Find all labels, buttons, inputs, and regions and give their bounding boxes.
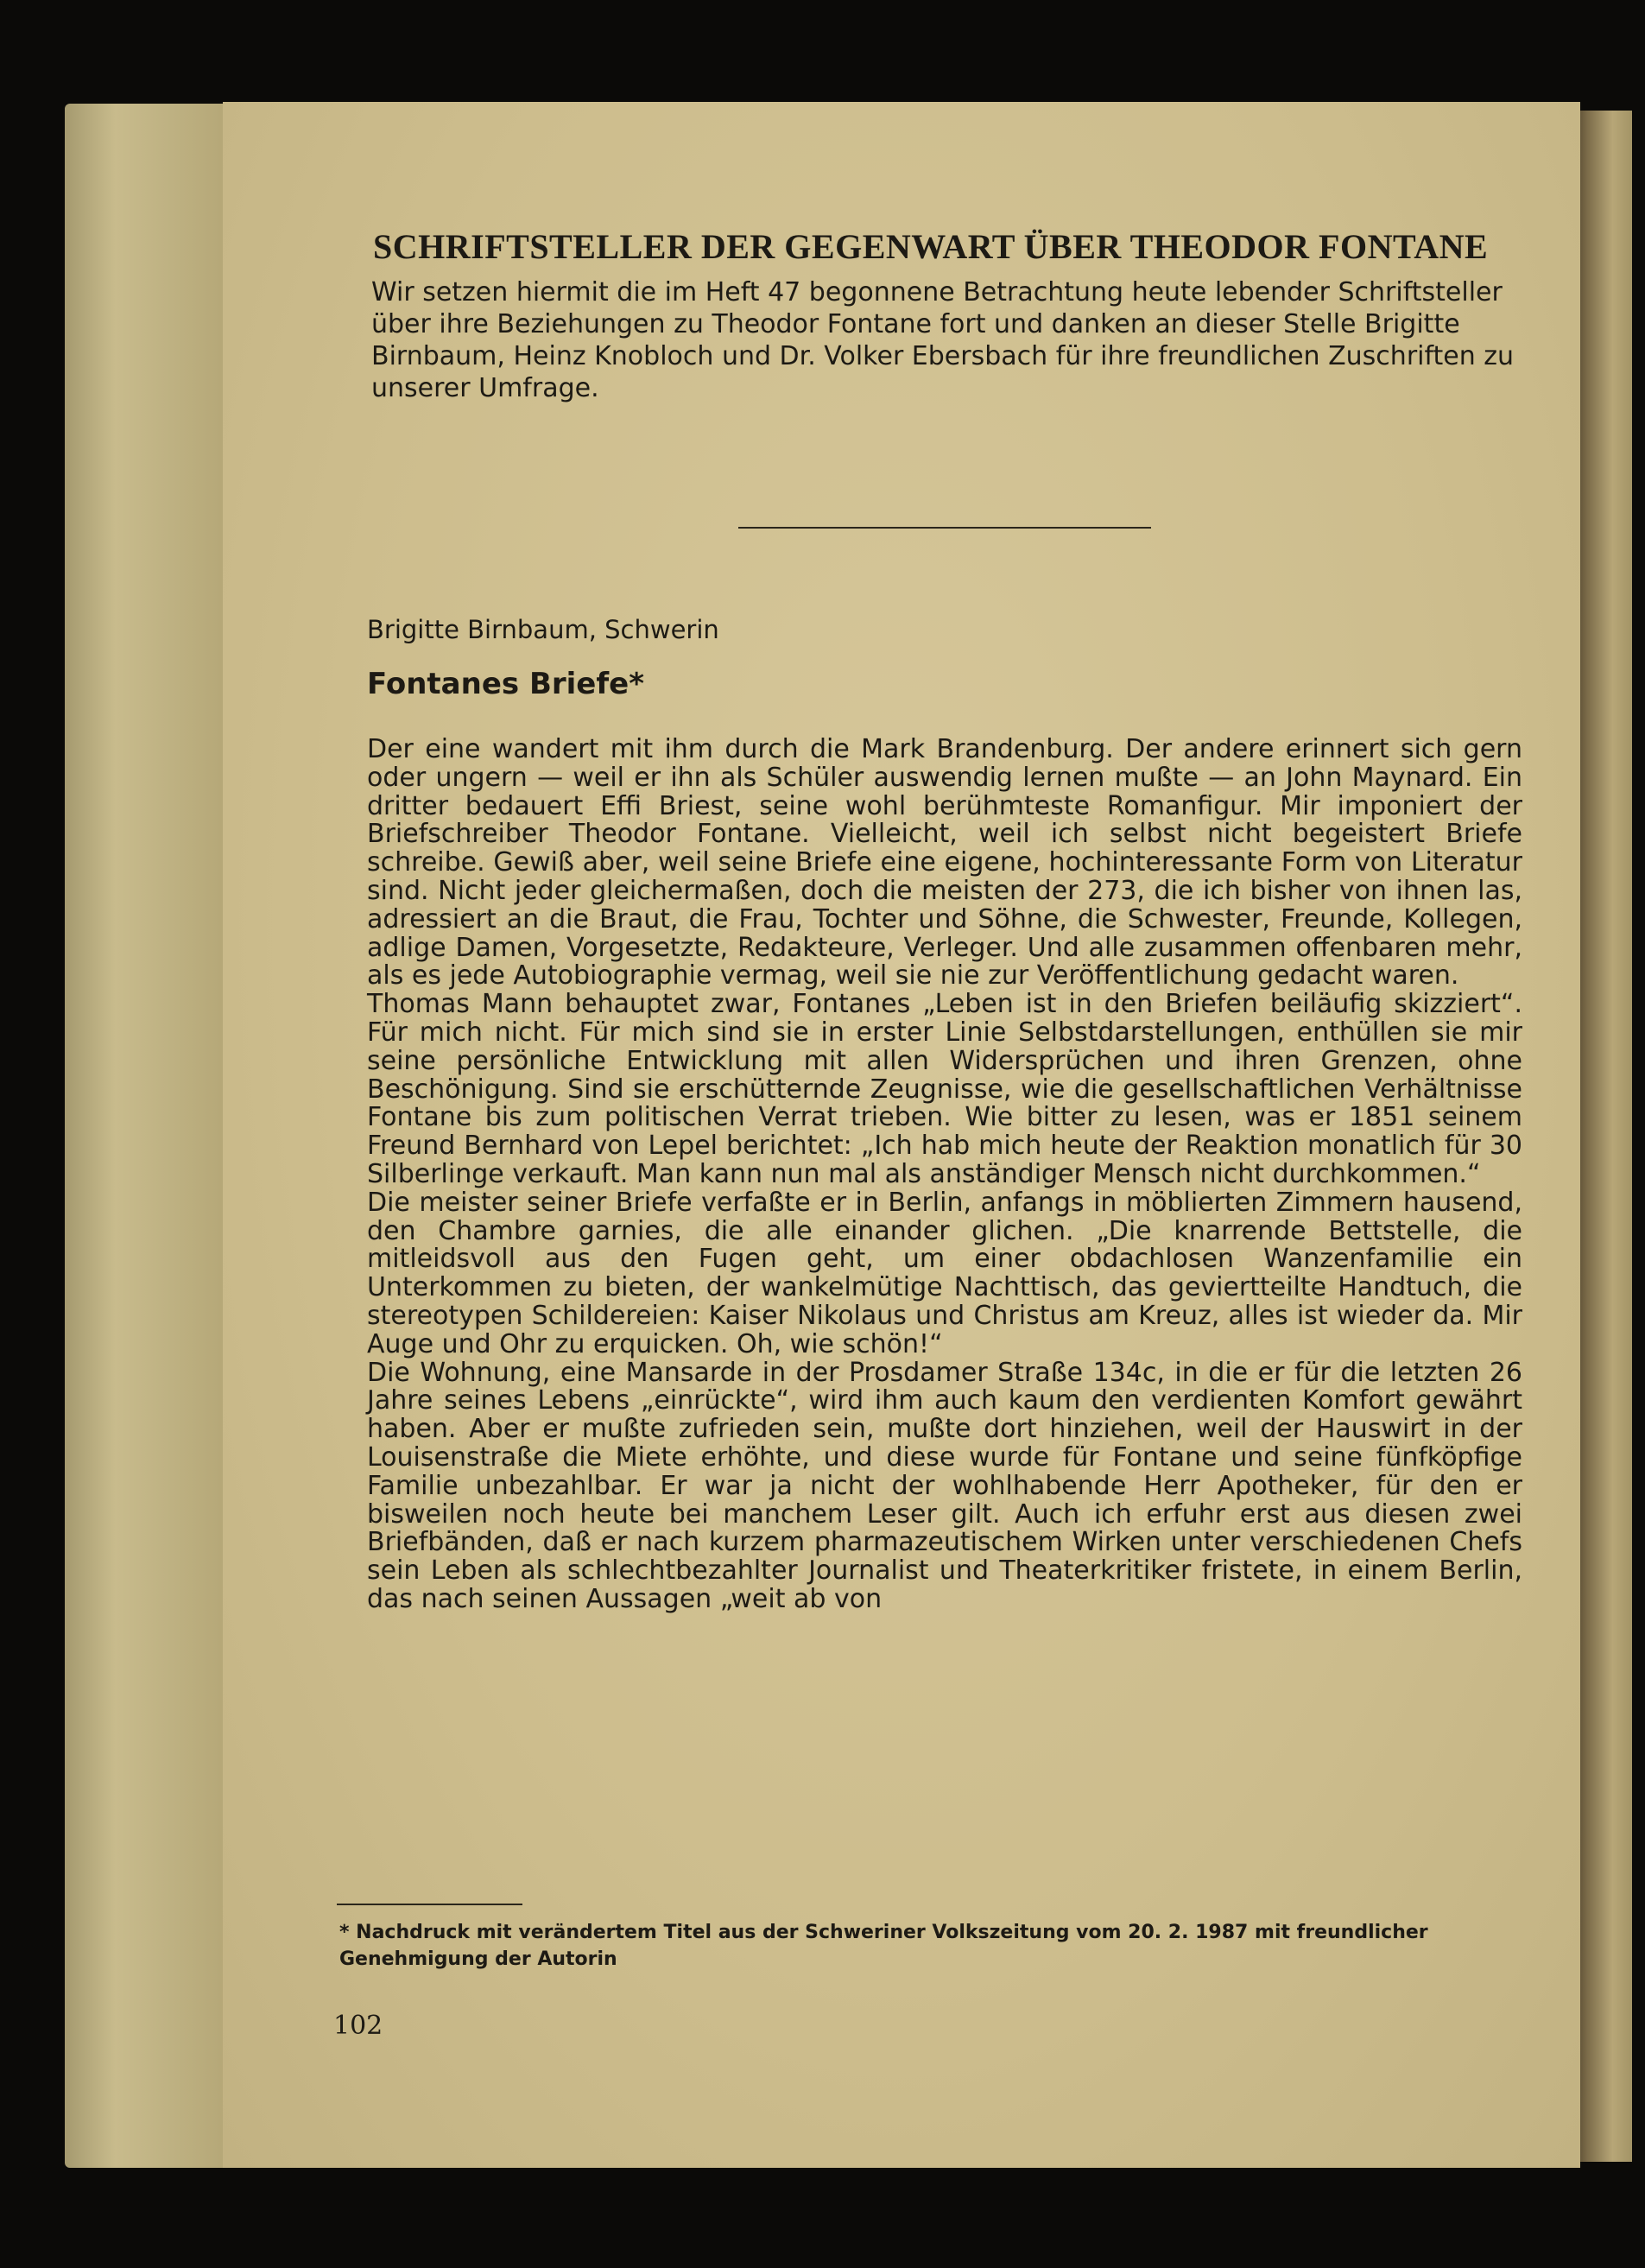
body-paragraph: Thomas Mann behauptet zwar, Fontanes „Leben ist in den Briefen beiläufig skizziert“. Für mich nicht. Für mich sind sie in erster Linie Selbstdarstellungen, enthüllen sie mir seine persönliche Entwicklung mit allen Widersprüchen und ihren Grenzen, ohne Beschönigung. Sind sie erschütternde Zeugnisse, wie die gesellschaftlichen Verhältnisse Fontane bis zum politischen Verrat trieben. Wie bitter zu lesen, was er 1851 seinem Freund Bernhard von Lepel berichtet: „Ich hab mich heute der Reaktion monatlich für 30 Silberlinge verkauft. Man kann nun mal als anständiger Mensch nicht durchkommen.“ xyxy=(367,989,1522,1189)
intro-paragraph: Wir setzen hiermit die im Heft 47 begonnene Betrachtung heute lebender Schriftsteller über ihre Beziehungen zu Theodor Fontane fort und danken an dieser Stelle Brigitte Birnbaum, Heinz Knobloch und Dr. Volker Ebersbach für ihre freundlichen Zuschriften zu unserer Umfrage. xyxy=(371,277,1515,403)
page-number: 102 xyxy=(333,2011,383,2041)
separator-rule xyxy=(738,527,1151,529)
body-paragraph: Die Wohnung, eine Mansarde in der Prosdamer Straße 134c, in die er für die letzten 26 Jahre seines Lebens „einrückte“, wird ihm auch kaum den verdienten Komfort gewährt haben. Aber er mußte zufrieden sein, mußte dort hinziehen, weil der Hauswirt in der Louisenstraße die Miete erhöhte, und diese wurde für Fontane und seine fünfköpfige Familie unbezahlbar. Er war ja nicht der wohlhabende Herr Apotheker, für den er bisweilen noch heute bei manchem Leser gilt. Auch ich erfuhr erst aus diesen zwei Briefbänden, daß er nach kurzem pharmazeutischem Wirken unter verschiedenen Chefs sein Leben als schlechtbezahlter Journalist und Theaterkritiker fristete, in einem Berlin, das nach seinen Aussagen „weit ab von xyxy=(367,1357,1522,1614)
body-paragraph: Die meister seiner Briefe verfaßte er in Berlin, anfangs in möblierten Zimmern hausend, den Chambre garnies, die alle einander glichen. „Die knarrende Bettstelle, die mitleidsvoll aus den Fugen geht, um einer obdachlosen Wanzenfamilie ein Unterkommen zu bieten, der wankelmütige Nachttisch, das geviertteilte Handtuch, die stereotypen Schildereien: Kaiser Nikolaus und Christus am Kreuz, alles ist wieder da. Mir Auge und Ohr zu erquicken. Oh, wie schön!“ xyxy=(367,1187,1522,1359)
footnote-rule xyxy=(337,1904,522,1905)
section-heading: SCHRIFTSTELLER DER GEGENWART ÜBER THEODOR FONTANE xyxy=(373,227,1489,266)
footnote: * Nachdruck mit verändertem Titel aus der Schweriner Volkszeitung vom 20. 2. 1987 mit freundlicher Genehmigung der Autorin xyxy=(339,1922,1428,1970)
body-paragraph: Der eine wandert mit ihm durch die Mark Brandenburg. Der andere erinnert sich gern oder ungern — weil er ihn als Schüler auswendig lernen mußte — an John Maynard. Ein dritter bedauert Effi Briest, seine wohl berühmteste Romanfigur. Mir imponiert der Briefschreiber Theodor Fontane. Vielleicht, weil ich selbst nicht begeistert Briefe schreibe. Gewiß aber, weil seine Briefe eine eigene, hochinteressante Form von Literatur sind. Nicht jeder gleichermaßen, doch die meisten der 273, die ich bisher von ihnen las, adressiert an die Braut, die Frau, Tochter und Söhne, die Schwester, Freunde, Kollegen, adlige Damen, Vorgesetzte, Redakteure, Verleger. Und alle zusammen offenbaren mehr, als es jede Autobiographie vermag, weil sie nie zur Veröffentlichung gedacht waren. xyxy=(367,734,1522,991)
book-page-edges-left xyxy=(65,104,233,2168)
article-title: Fontanes Briefe* xyxy=(367,667,644,701)
article-body xyxy=(367,736,1522,1614)
article-author: Brigitte Birnbaum, Schwerin xyxy=(367,615,719,644)
